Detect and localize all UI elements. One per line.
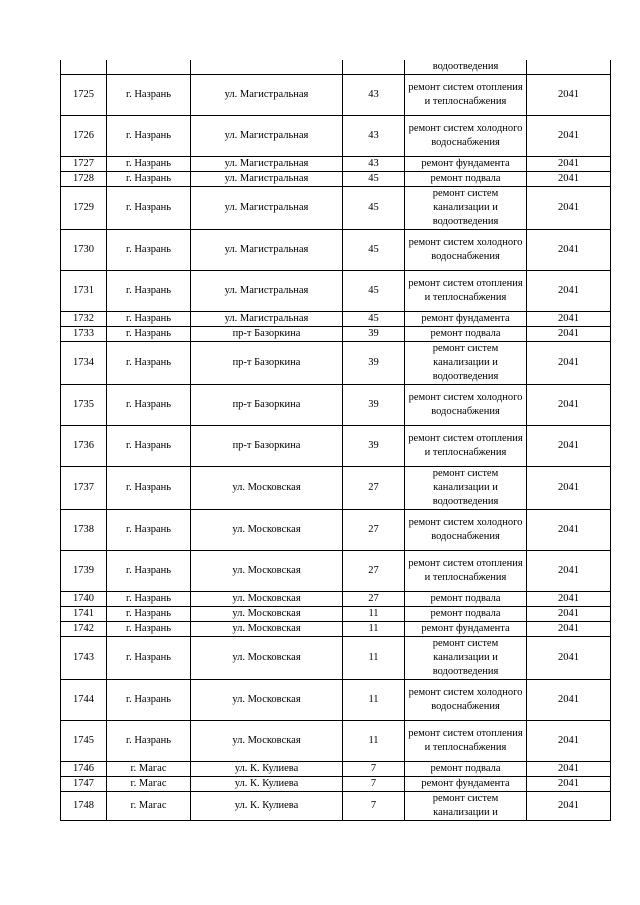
street-cell: пр-т Базоркина [191,342,343,385]
row-number-cell: 1726 [61,116,107,157]
table-row [61,172,611,187]
street-cell: ул. Московская [191,622,343,637]
house-cell: 11 [343,680,405,721]
row-number-cell: 1727 [61,157,107,172]
house-cell: 11 [343,637,405,680]
table-body [61,60,611,821]
year-cell [527,60,611,75]
street-cell: ул. К. Кулиева [191,762,343,777]
city-cell: г. Магас [107,792,191,821]
year-cell: 2041 [527,777,611,792]
street-cell: пр-т Базоркина [191,426,343,467]
table-row [61,680,611,721]
row-number-cell: 1733 [61,327,107,342]
city-cell: г. Назрань [107,637,191,680]
table-row [61,467,611,510]
city-cell: г. Назрань [107,116,191,157]
table-row [61,157,611,172]
table-row [61,721,611,762]
table-row [61,75,611,116]
city-cell [107,60,191,75]
year-cell: 2041 [527,327,611,342]
table-row [61,342,611,385]
city-cell: г. Назрань [107,271,191,312]
work-type-cell: ремонт систем холодного водоснабжения [405,510,527,551]
row-number-cell: 1732 [61,312,107,327]
year-cell: 2041 [527,607,611,622]
house-cell: 7 [343,777,405,792]
row-number-cell: 1739 [61,551,107,592]
street-cell: ул. Магистральная [191,116,343,157]
street-cell: ул. Магистральная [191,187,343,230]
row-number-cell: 1740 [61,592,107,607]
table-row [61,592,611,607]
house-cell: 39 [343,426,405,467]
street-cell: ул. Московская [191,637,343,680]
table-row [61,637,611,680]
work-type-cell: ремонт систем отопления и теплоснабжения [405,551,527,592]
street-cell: ул. К. Кулиева [191,777,343,792]
year-cell: 2041 [527,116,611,157]
city-cell: г. Назрань [107,721,191,762]
work-type-cell: ремонт подвала [405,172,527,187]
row-number-cell: 1730 [61,230,107,271]
street-cell: пр-т Базоркина [191,385,343,426]
street-cell: ул. Магистральная [191,75,343,116]
row-number-cell: 1744 [61,680,107,721]
house-cell: 11 [343,607,405,622]
house-cell: 45 [343,312,405,327]
year-cell: 2041 [527,312,611,327]
year-cell: 2041 [527,467,611,510]
table-row [61,271,611,312]
year-cell: 2041 [527,385,611,426]
house-cell: 27 [343,592,405,607]
work-type-cell: ремонт систем отопления и теплоснабжения [405,721,527,762]
house-cell: 27 [343,467,405,510]
house-cell: 7 [343,762,405,777]
street-cell: ул. Магистральная [191,230,343,271]
city-cell: г. Назрань [107,592,191,607]
year-cell: 2041 [527,721,611,762]
city-cell: г. Магас [107,762,191,777]
table-row [61,116,611,157]
street-cell: ул. Московская [191,680,343,721]
row-number-cell: 1734 [61,342,107,385]
work-type-cell: ремонт систем канализации и водоотведения [405,637,527,680]
house-cell: 11 [343,622,405,637]
work-type-cell: ремонт систем отопления и теплоснабжения [405,426,527,467]
table-row [61,777,611,792]
work-type-cell: ремонт подвала [405,592,527,607]
city-cell: г. Назрань [107,187,191,230]
row-number-cell: 1743 [61,637,107,680]
work-type-cell: ремонт систем холодного водоснабжения [405,230,527,271]
house-cell: 27 [343,510,405,551]
row-number-cell: 1746 [61,762,107,777]
street-cell: пр-т Базоркина [191,327,343,342]
table-row [61,187,611,230]
repair-schedule-table [60,60,611,821]
street-cell [191,60,343,75]
city-cell: г. Назрань [107,327,191,342]
year-cell: 2041 [527,592,611,607]
house-cell: 39 [343,327,405,342]
city-cell: г. Назрань [107,551,191,592]
year-cell: 2041 [527,551,611,592]
table-row [61,762,611,777]
row-number-cell [61,60,107,75]
house-cell: 11 [343,721,405,762]
row-number-cell: 1741 [61,607,107,622]
city-cell: г. Назрань [107,157,191,172]
street-cell: ул. Магистральная [191,172,343,187]
city-cell: г. Назрань [107,312,191,327]
work-type-cell: ремонт фундамента [405,312,527,327]
street-cell: ул. Московская [191,607,343,622]
house-cell: 39 [343,385,405,426]
table-row [61,792,611,821]
year-cell: 2041 [527,510,611,551]
house-cell: 43 [343,116,405,157]
table-row [61,510,611,551]
work-type-cell: ремонт подвала [405,762,527,777]
house-cell: 27 [343,551,405,592]
work-type-cell: ремонт подвала [405,607,527,622]
work-type-cell: ремонт систем канализации и водоотведения [405,187,527,230]
year-cell: 2041 [527,157,611,172]
city-cell: г. Назрань [107,230,191,271]
row-number-cell: 1728 [61,172,107,187]
table-row [61,312,611,327]
row-number-cell: 1747 [61,777,107,792]
city-cell: г. Назрань [107,426,191,467]
year-cell: 2041 [527,75,611,116]
table-row [61,230,611,271]
work-type-cell: ремонт систем канализации и водоотведения [405,467,527,510]
house-cell: 45 [343,172,405,187]
street-cell: ул. Магистральная [191,271,343,312]
work-type-cell: ремонт систем отопления и теплоснабжения [405,75,527,116]
street-cell: ул. Московская [191,467,343,510]
street-cell: ул. Магистральная [191,157,343,172]
house-cell: 45 [343,230,405,271]
row-number-cell: 1737 [61,467,107,510]
year-cell: 2041 [527,762,611,777]
year-cell: 2041 [527,792,611,821]
city-cell: г. Назрань [107,385,191,426]
city-cell: г. Назрань [107,622,191,637]
year-cell: 2041 [527,271,611,312]
house-cell: 39 [343,342,405,385]
table-row [61,551,611,592]
work-type-cell: ремонт систем канализации и водоотведения [405,342,527,385]
city-cell: г. Назрань [107,467,191,510]
work-type-cell: ремонт фундамента [405,777,527,792]
row-number-cell: 1742 [61,622,107,637]
row-number-cell: 1729 [61,187,107,230]
street-cell: ул. Московская [191,510,343,551]
work-type-cell: водоотведения [405,60,527,75]
year-cell: 2041 [527,342,611,385]
table-row [61,60,611,75]
work-type-cell: ремонт систем холодного водоснабжения [405,385,527,426]
city-cell: г. Магас [107,777,191,792]
work-type-cell: ремонт фундамента [405,157,527,172]
table-row [61,426,611,467]
street-cell: ул. Магистральная [191,312,343,327]
row-number-cell: 1731 [61,271,107,312]
work-type-cell: ремонт систем отопления и теплоснабжения [405,271,527,312]
row-number-cell: 1738 [61,510,107,551]
year-cell: 2041 [527,637,611,680]
work-type-cell: ремонт систем холодного водоснабжения [405,116,527,157]
street-cell: ул. Московская [191,592,343,607]
house-cell [343,60,405,75]
work-type-cell: ремонт подвала [405,327,527,342]
table-row [61,622,611,637]
house-cell: 45 [343,271,405,312]
work-type-cell: ремонт систем холодного водоснабжения [405,680,527,721]
year-cell: 2041 [527,172,611,187]
table-row [61,327,611,342]
city-cell: г. Назрань [107,172,191,187]
city-cell: г. Назрань [107,607,191,622]
work-type-cell: ремонт систем канализации и [405,792,527,821]
year-cell: 2041 [527,426,611,467]
row-number-cell: 1748 [61,792,107,821]
city-cell: г. Назрань [107,342,191,385]
year-cell: 2041 [527,230,611,271]
row-number-cell: 1725 [61,75,107,116]
house-cell: 43 [343,75,405,116]
table-row [61,607,611,622]
row-number-cell: 1735 [61,385,107,426]
house-cell: 45 [343,187,405,230]
street-cell: ул. К. Кулиева [191,792,343,821]
city-cell: г. Назрань [107,680,191,721]
row-number-cell: 1736 [61,426,107,467]
row-number-cell: 1745 [61,721,107,762]
year-cell: 2041 [527,622,611,637]
city-cell: г. Назрань [107,75,191,116]
house-cell: 7 [343,792,405,821]
city-cell: г. Назрань [107,510,191,551]
street-cell: ул. Московская [191,551,343,592]
house-cell: 43 [343,157,405,172]
work-type-cell: ремонт фундамента [405,622,527,637]
street-cell: ул. Московская [191,721,343,762]
table-row [61,385,611,426]
year-cell: 2041 [527,187,611,230]
year-cell: 2041 [527,680,611,721]
